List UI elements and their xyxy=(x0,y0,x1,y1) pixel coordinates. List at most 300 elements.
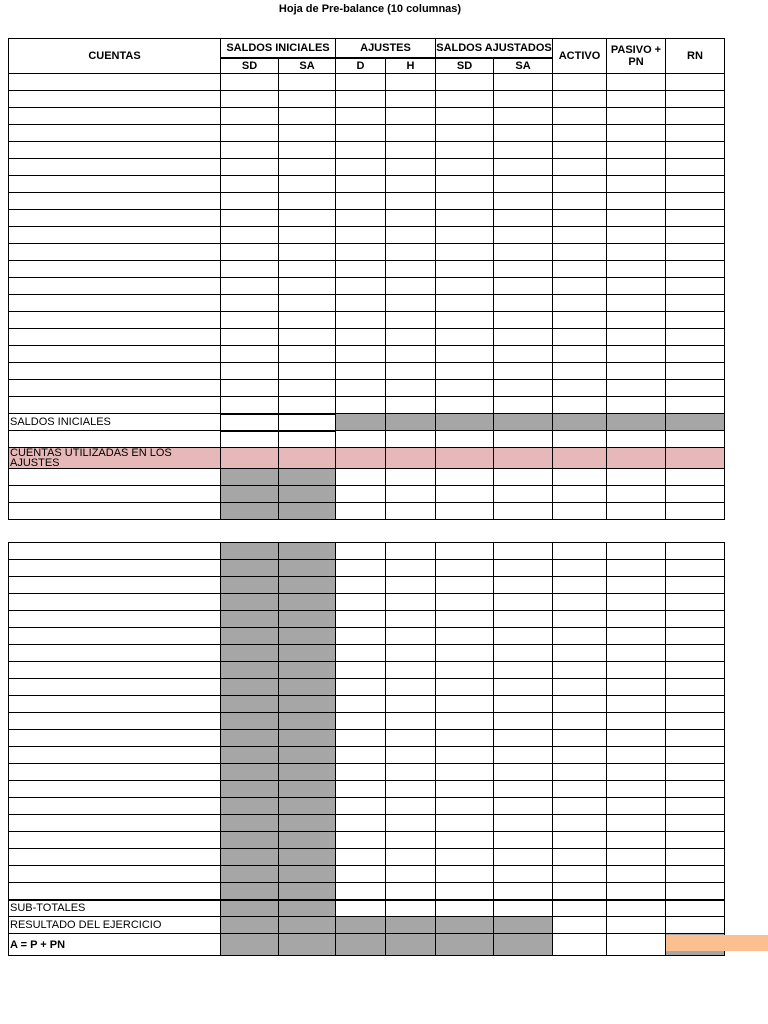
amount-cell[interactable] xyxy=(494,346,553,363)
amount-cell[interactable] xyxy=(607,431,666,448)
amount-cell[interactable] xyxy=(279,397,336,414)
amount-cell[interactable] xyxy=(221,866,279,883)
amount-cell[interactable] xyxy=(221,934,279,956)
account-cell[interactable] xyxy=(9,764,221,781)
amount-cell[interactable] xyxy=(386,543,436,560)
amount-cell[interactable] xyxy=(279,900,336,917)
amount-cell[interactable] xyxy=(386,159,436,176)
account-cell[interactable] xyxy=(9,469,221,486)
amount-cell[interactable] xyxy=(553,503,607,520)
amount-cell[interactable] xyxy=(279,866,336,883)
amount-cell[interactable] xyxy=(494,74,553,91)
amount-cell[interactable] xyxy=(553,74,607,91)
amount-cell[interactable] xyxy=(553,312,607,329)
amount-cell[interactable] xyxy=(553,91,607,108)
amount-cell[interactable] xyxy=(553,329,607,346)
amount-cell[interactable] xyxy=(386,397,436,414)
account-cell[interactable] xyxy=(9,142,221,159)
amount-cell[interactable] xyxy=(336,295,386,312)
amount-cell[interactable] xyxy=(279,346,336,363)
amount-cell[interactable] xyxy=(221,713,279,730)
amount-cell[interactable] xyxy=(336,560,386,577)
amount-cell[interactable] xyxy=(221,227,279,244)
amount-cell[interactable] xyxy=(221,696,279,713)
amount-cell[interactable] xyxy=(436,469,494,486)
amount-cell[interactable] xyxy=(553,900,607,917)
amount-cell[interactable] xyxy=(666,448,725,469)
amount-cell[interactable] xyxy=(336,312,386,329)
amount-cell[interactable] xyxy=(553,917,607,934)
amount-cell[interactable] xyxy=(553,346,607,363)
amount-cell[interactable] xyxy=(494,900,553,917)
amount-cell[interactable] xyxy=(221,431,279,448)
amount-cell[interactable] xyxy=(607,397,666,414)
amount-cell[interactable] xyxy=(221,295,279,312)
amount-cell[interactable] xyxy=(494,312,553,329)
amount-cell[interactable] xyxy=(553,883,607,900)
amount-cell[interactable] xyxy=(436,159,494,176)
amount-cell[interactable] xyxy=(553,486,607,503)
amount-cell[interactable] xyxy=(553,469,607,486)
account-cell[interactable] xyxy=(9,125,221,142)
amount-cell[interactable] xyxy=(666,696,725,713)
amount-cell[interactable] xyxy=(436,142,494,159)
amount-cell[interactable] xyxy=(221,448,279,469)
amount-cell[interactable] xyxy=(336,486,386,503)
amount-cell[interactable] xyxy=(336,261,386,278)
amount-cell[interactable] xyxy=(666,108,725,125)
amount-cell[interactable] xyxy=(553,397,607,414)
amount-cell[interactable] xyxy=(386,611,436,628)
account-cell[interactable] xyxy=(9,577,221,594)
account-cell[interactable] xyxy=(9,815,221,832)
account-cell[interactable] xyxy=(9,781,221,798)
account-cell[interactable] xyxy=(9,244,221,261)
amount-cell[interactable] xyxy=(607,176,666,193)
amount-cell[interactable] xyxy=(386,125,436,142)
account-cell[interactable] xyxy=(9,193,221,210)
amount-cell[interactable] xyxy=(494,934,553,956)
amount-cell[interactable] xyxy=(386,917,436,934)
amount-cell[interactable] xyxy=(386,934,436,956)
amount-cell[interactable] xyxy=(336,832,386,849)
amount-cell[interactable] xyxy=(386,244,436,261)
amount-cell[interactable] xyxy=(494,832,553,849)
amount-cell[interactable] xyxy=(386,486,436,503)
amount-cell[interactable] xyxy=(336,900,386,917)
amount-cell[interactable] xyxy=(279,611,336,628)
amount-cell[interactable] xyxy=(436,917,494,934)
amount-cell[interactable] xyxy=(436,227,494,244)
amount-cell[interactable] xyxy=(553,414,607,431)
amount-cell[interactable] xyxy=(386,679,436,696)
amount-cell[interactable] xyxy=(494,849,553,866)
amount-cell[interactable] xyxy=(607,611,666,628)
account-cell[interactable] xyxy=(9,227,221,244)
amount-cell[interactable] xyxy=(607,747,666,764)
amount-cell[interactable] xyxy=(607,543,666,560)
amount-cell[interactable] xyxy=(221,193,279,210)
amount-cell[interactable] xyxy=(279,244,336,261)
amount-cell[interactable] xyxy=(221,159,279,176)
amount-cell[interactable] xyxy=(336,594,386,611)
amount-cell[interactable] xyxy=(666,662,725,679)
amount-cell[interactable] xyxy=(279,210,336,227)
amount-cell[interactable] xyxy=(436,577,494,594)
amount-cell[interactable] xyxy=(221,679,279,696)
amount-cell[interactable] xyxy=(336,227,386,244)
amount-cell[interactable] xyxy=(279,329,336,346)
amount-cell[interactable] xyxy=(279,414,336,431)
amount-cell[interactable] xyxy=(221,503,279,520)
amount-cell[interactable] xyxy=(666,798,725,815)
amount-cell[interactable] xyxy=(553,747,607,764)
amount-cell[interactable] xyxy=(494,662,553,679)
account-cell[interactable] xyxy=(9,74,221,91)
amount-cell[interactable] xyxy=(386,346,436,363)
amount-cell[interactable] xyxy=(221,397,279,414)
amount-cell[interactable] xyxy=(666,244,725,261)
account-cell[interactable] xyxy=(9,431,221,448)
amount-cell[interactable] xyxy=(553,934,607,956)
amount-cell[interactable] xyxy=(607,363,666,380)
amount-cell[interactable] xyxy=(221,798,279,815)
account-cell[interactable] xyxy=(9,662,221,679)
amount-cell[interactable] xyxy=(553,448,607,469)
amount-cell[interactable] xyxy=(279,108,336,125)
amount-cell[interactable] xyxy=(221,543,279,560)
amount-cell[interactable] xyxy=(666,560,725,577)
amount-cell[interactable] xyxy=(666,866,725,883)
amount-cell[interactable] xyxy=(386,448,436,469)
amount-cell[interactable] xyxy=(279,486,336,503)
amount-cell[interactable] xyxy=(607,193,666,210)
amount-cell[interactable] xyxy=(386,363,436,380)
amount-cell[interactable] xyxy=(553,611,607,628)
amount-cell[interactable] xyxy=(386,849,436,866)
amount-cell[interactable] xyxy=(221,414,279,431)
amount-cell[interactable] xyxy=(553,159,607,176)
amount-cell[interactable] xyxy=(666,815,725,832)
amount-cell[interactable] xyxy=(553,798,607,815)
amount-cell[interactable] xyxy=(279,781,336,798)
account-cell[interactable] xyxy=(9,628,221,645)
amount-cell[interactable] xyxy=(386,730,436,747)
amount-cell[interactable] xyxy=(436,543,494,560)
amount-cell[interactable] xyxy=(666,210,725,227)
amount-cell[interactable] xyxy=(666,329,725,346)
amount-cell[interactable] xyxy=(494,431,553,448)
amount-cell[interactable] xyxy=(436,730,494,747)
amount-cell[interactable] xyxy=(279,431,336,448)
amount-cell[interactable] xyxy=(436,210,494,227)
amount-cell[interactable] xyxy=(436,934,494,956)
amount-cell[interactable] xyxy=(553,628,607,645)
amount-cell[interactable] xyxy=(279,312,336,329)
amount-cell[interactable] xyxy=(494,295,553,312)
amount-cell[interactable] xyxy=(494,798,553,815)
amount-cell[interactable] xyxy=(666,414,725,431)
amount-cell[interactable] xyxy=(436,108,494,125)
amount-cell[interactable] xyxy=(553,866,607,883)
amount-cell[interactable] xyxy=(436,764,494,781)
amount-cell[interactable] xyxy=(666,469,725,486)
account-cell[interactable] xyxy=(9,696,221,713)
amount-cell[interactable] xyxy=(386,696,436,713)
amount-cell[interactable] xyxy=(279,227,336,244)
amount-cell[interactable] xyxy=(494,397,553,414)
amount-cell[interactable] xyxy=(607,210,666,227)
amount-cell[interactable] xyxy=(607,713,666,730)
amount-cell[interactable] xyxy=(607,295,666,312)
amount-cell[interactable] xyxy=(279,815,336,832)
amount-cell[interactable] xyxy=(494,176,553,193)
amount-cell[interactable] xyxy=(436,560,494,577)
amount-cell[interactable] xyxy=(553,696,607,713)
amount-cell[interactable] xyxy=(436,278,494,295)
amount-cell[interactable] xyxy=(553,781,607,798)
amount-cell[interactable] xyxy=(666,142,725,159)
amount-cell[interactable] xyxy=(436,380,494,397)
amount-cell[interactable] xyxy=(336,329,386,346)
amount-cell[interactable] xyxy=(553,832,607,849)
amount-cell[interactable] xyxy=(386,108,436,125)
amount-cell[interactable] xyxy=(436,883,494,900)
amount-cell[interactable] xyxy=(386,781,436,798)
amount-cell[interactable] xyxy=(494,815,553,832)
amount-cell[interactable] xyxy=(221,594,279,611)
amount-cell[interactable] xyxy=(279,560,336,577)
amount-cell[interactable] xyxy=(494,125,553,142)
amount-cell[interactable] xyxy=(436,261,494,278)
amount-cell[interactable] xyxy=(494,159,553,176)
amount-cell[interactable] xyxy=(336,866,386,883)
amount-cell[interactable] xyxy=(279,469,336,486)
amount-cell[interactable] xyxy=(494,469,553,486)
amount-cell[interactable] xyxy=(336,815,386,832)
amount-cell[interactable] xyxy=(336,363,386,380)
amount-cell[interactable] xyxy=(336,883,386,900)
amount-cell[interactable] xyxy=(336,414,386,431)
amount-cell[interactable] xyxy=(336,611,386,628)
amount-cell[interactable] xyxy=(436,713,494,730)
amount-cell[interactable] xyxy=(221,917,279,934)
amount-cell[interactable] xyxy=(279,645,336,662)
amount-cell[interactable] xyxy=(279,713,336,730)
amount-cell[interactable] xyxy=(666,611,725,628)
account-cell[interactable] xyxy=(9,363,221,380)
amount-cell[interactable] xyxy=(336,469,386,486)
amount-cell[interactable] xyxy=(279,125,336,142)
amount-cell[interactable] xyxy=(607,329,666,346)
amount-cell[interactable] xyxy=(386,503,436,520)
amount-cell[interactable] xyxy=(386,645,436,662)
amount-cell[interactable] xyxy=(607,934,666,956)
amount-cell[interactable] xyxy=(553,645,607,662)
amount-cell[interactable] xyxy=(279,176,336,193)
amount-cell[interactable] xyxy=(494,645,553,662)
amount-cell[interactable] xyxy=(607,628,666,645)
amount-cell[interactable] xyxy=(436,866,494,883)
amount-cell[interactable] xyxy=(607,849,666,866)
amount-cell[interactable] xyxy=(494,764,553,781)
amount-cell[interactable] xyxy=(336,193,386,210)
amount-cell[interactable] xyxy=(279,193,336,210)
amount-cell[interactable] xyxy=(666,764,725,781)
amount-cell[interactable] xyxy=(607,798,666,815)
account-cell[interactable] xyxy=(9,730,221,747)
amount-cell[interactable] xyxy=(386,227,436,244)
amount-cell[interactable] xyxy=(666,713,725,730)
account-cell[interactable] xyxy=(9,645,221,662)
amount-cell[interactable] xyxy=(666,278,725,295)
account-cell[interactable] xyxy=(9,312,221,329)
amount-cell[interactable] xyxy=(607,696,666,713)
amount-cell[interactable] xyxy=(386,210,436,227)
amount-cell[interactable] xyxy=(666,781,725,798)
amount-cell[interactable] xyxy=(221,883,279,900)
amount-cell[interactable] xyxy=(666,159,725,176)
amount-cell[interactable] xyxy=(436,611,494,628)
account-cell[interactable] xyxy=(9,866,221,883)
amount-cell[interactable] xyxy=(336,934,386,956)
amount-cell[interactable] xyxy=(494,696,553,713)
amount-cell[interactable] xyxy=(436,486,494,503)
amount-cell[interactable] xyxy=(494,594,553,611)
amount-cell[interactable] xyxy=(279,628,336,645)
amount-cell[interactable] xyxy=(553,713,607,730)
amount-cell[interactable] xyxy=(436,414,494,431)
amount-cell[interactable] xyxy=(553,849,607,866)
amount-cell[interactable] xyxy=(336,662,386,679)
amount-cell[interactable] xyxy=(666,74,725,91)
amount-cell[interactable] xyxy=(666,431,725,448)
amount-cell[interactable] xyxy=(386,594,436,611)
account-cell[interactable] xyxy=(9,679,221,696)
account-cell[interactable] xyxy=(9,747,221,764)
amount-cell[interactable] xyxy=(436,815,494,832)
amount-cell[interactable] xyxy=(386,798,436,815)
amount-cell[interactable] xyxy=(553,210,607,227)
amount-cell[interactable] xyxy=(607,469,666,486)
amount-cell[interactable] xyxy=(336,764,386,781)
amount-cell[interactable] xyxy=(607,108,666,125)
amount-cell[interactable] xyxy=(386,866,436,883)
amount-cell[interactable] xyxy=(221,108,279,125)
amount-cell[interactable] xyxy=(336,431,386,448)
amount-cell[interactable] xyxy=(221,176,279,193)
amount-cell[interactable] xyxy=(279,679,336,696)
amount-cell[interactable] xyxy=(336,448,386,469)
amount-cell[interactable] xyxy=(221,244,279,261)
account-cell[interactable] xyxy=(9,832,221,849)
amount-cell[interactable] xyxy=(666,917,725,934)
amount-cell[interactable] xyxy=(336,747,386,764)
amount-cell[interactable] xyxy=(553,815,607,832)
amount-cell[interactable] xyxy=(221,380,279,397)
amount-cell[interactable] xyxy=(494,363,553,380)
amount-cell[interactable] xyxy=(221,577,279,594)
amount-cell[interactable] xyxy=(494,278,553,295)
amount-cell[interactable] xyxy=(221,486,279,503)
amount-cell[interactable] xyxy=(386,312,436,329)
amount-cell[interactable] xyxy=(221,764,279,781)
amount-cell[interactable] xyxy=(221,278,279,295)
amount-cell[interactable] xyxy=(279,577,336,594)
amount-cell[interactable] xyxy=(666,730,725,747)
amount-cell[interactable] xyxy=(494,628,553,645)
amount-cell[interactable] xyxy=(436,329,494,346)
amount-cell[interactable] xyxy=(436,832,494,849)
amount-cell[interactable] xyxy=(336,696,386,713)
amount-cell[interactable] xyxy=(221,312,279,329)
amount-cell[interactable] xyxy=(386,577,436,594)
account-cell[interactable] xyxy=(9,329,221,346)
amount-cell[interactable] xyxy=(436,679,494,696)
amount-cell[interactable] xyxy=(607,645,666,662)
account-cell[interactable] xyxy=(9,594,221,611)
amount-cell[interactable] xyxy=(494,577,553,594)
amount-cell[interactable] xyxy=(221,210,279,227)
amount-cell[interactable] xyxy=(279,917,336,934)
amount-cell[interactable] xyxy=(386,883,436,900)
amount-cell[interactable] xyxy=(436,346,494,363)
amount-cell[interactable] xyxy=(607,278,666,295)
amount-cell[interactable] xyxy=(607,866,666,883)
amount-cell[interactable] xyxy=(494,730,553,747)
amount-cell[interactable] xyxy=(494,917,553,934)
amount-cell[interactable] xyxy=(279,849,336,866)
amount-cell[interactable] xyxy=(607,448,666,469)
amount-cell[interactable] xyxy=(386,295,436,312)
amount-cell[interactable] xyxy=(494,560,553,577)
amount-cell[interactable] xyxy=(553,560,607,577)
amount-cell[interactable] xyxy=(607,312,666,329)
amount-cell[interactable] xyxy=(607,261,666,278)
amount-cell[interactable] xyxy=(666,577,725,594)
amount-cell[interactable] xyxy=(221,142,279,159)
amount-cell[interactable] xyxy=(666,363,725,380)
amount-cell[interactable] xyxy=(553,142,607,159)
amount-cell[interactable] xyxy=(494,679,553,696)
amount-cell[interactable] xyxy=(436,594,494,611)
amount-cell[interactable] xyxy=(336,108,386,125)
amount-cell[interactable] xyxy=(666,486,725,503)
amount-cell[interactable] xyxy=(607,74,666,91)
amount-cell[interactable] xyxy=(279,730,336,747)
amount-cell[interactable] xyxy=(221,628,279,645)
amount-cell[interactable] xyxy=(666,503,725,520)
amount-cell[interactable] xyxy=(221,125,279,142)
amount-cell[interactable] xyxy=(494,486,553,503)
amount-cell[interactable] xyxy=(607,414,666,431)
amount-cell[interactable] xyxy=(607,917,666,934)
amount-cell[interactable] xyxy=(436,193,494,210)
amount-cell[interactable] xyxy=(386,431,436,448)
amount-cell[interactable] xyxy=(221,469,279,486)
account-cell[interactable] xyxy=(9,159,221,176)
amount-cell[interactable] xyxy=(279,363,336,380)
amount-cell[interactable] xyxy=(221,363,279,380)
amount-cell[interactable] xyxy=(279,295,336,312)
amount-cell[interactable] xyxy=(386,261,436,278)
amount-cell[interactable] xyxy=(436,849,494,866)
amount-cell[interactable] xyxy=(386,329,436,346)
amount-cell[interactable] xyxy=(336,713,386,730)
amount-cell[interactable] xyxy=(553,543,607,560)
amount-cell[interactable] xyxy=(666,176,725,193)
amount-cell[interactable] xyxy=(279,798,336,815)
